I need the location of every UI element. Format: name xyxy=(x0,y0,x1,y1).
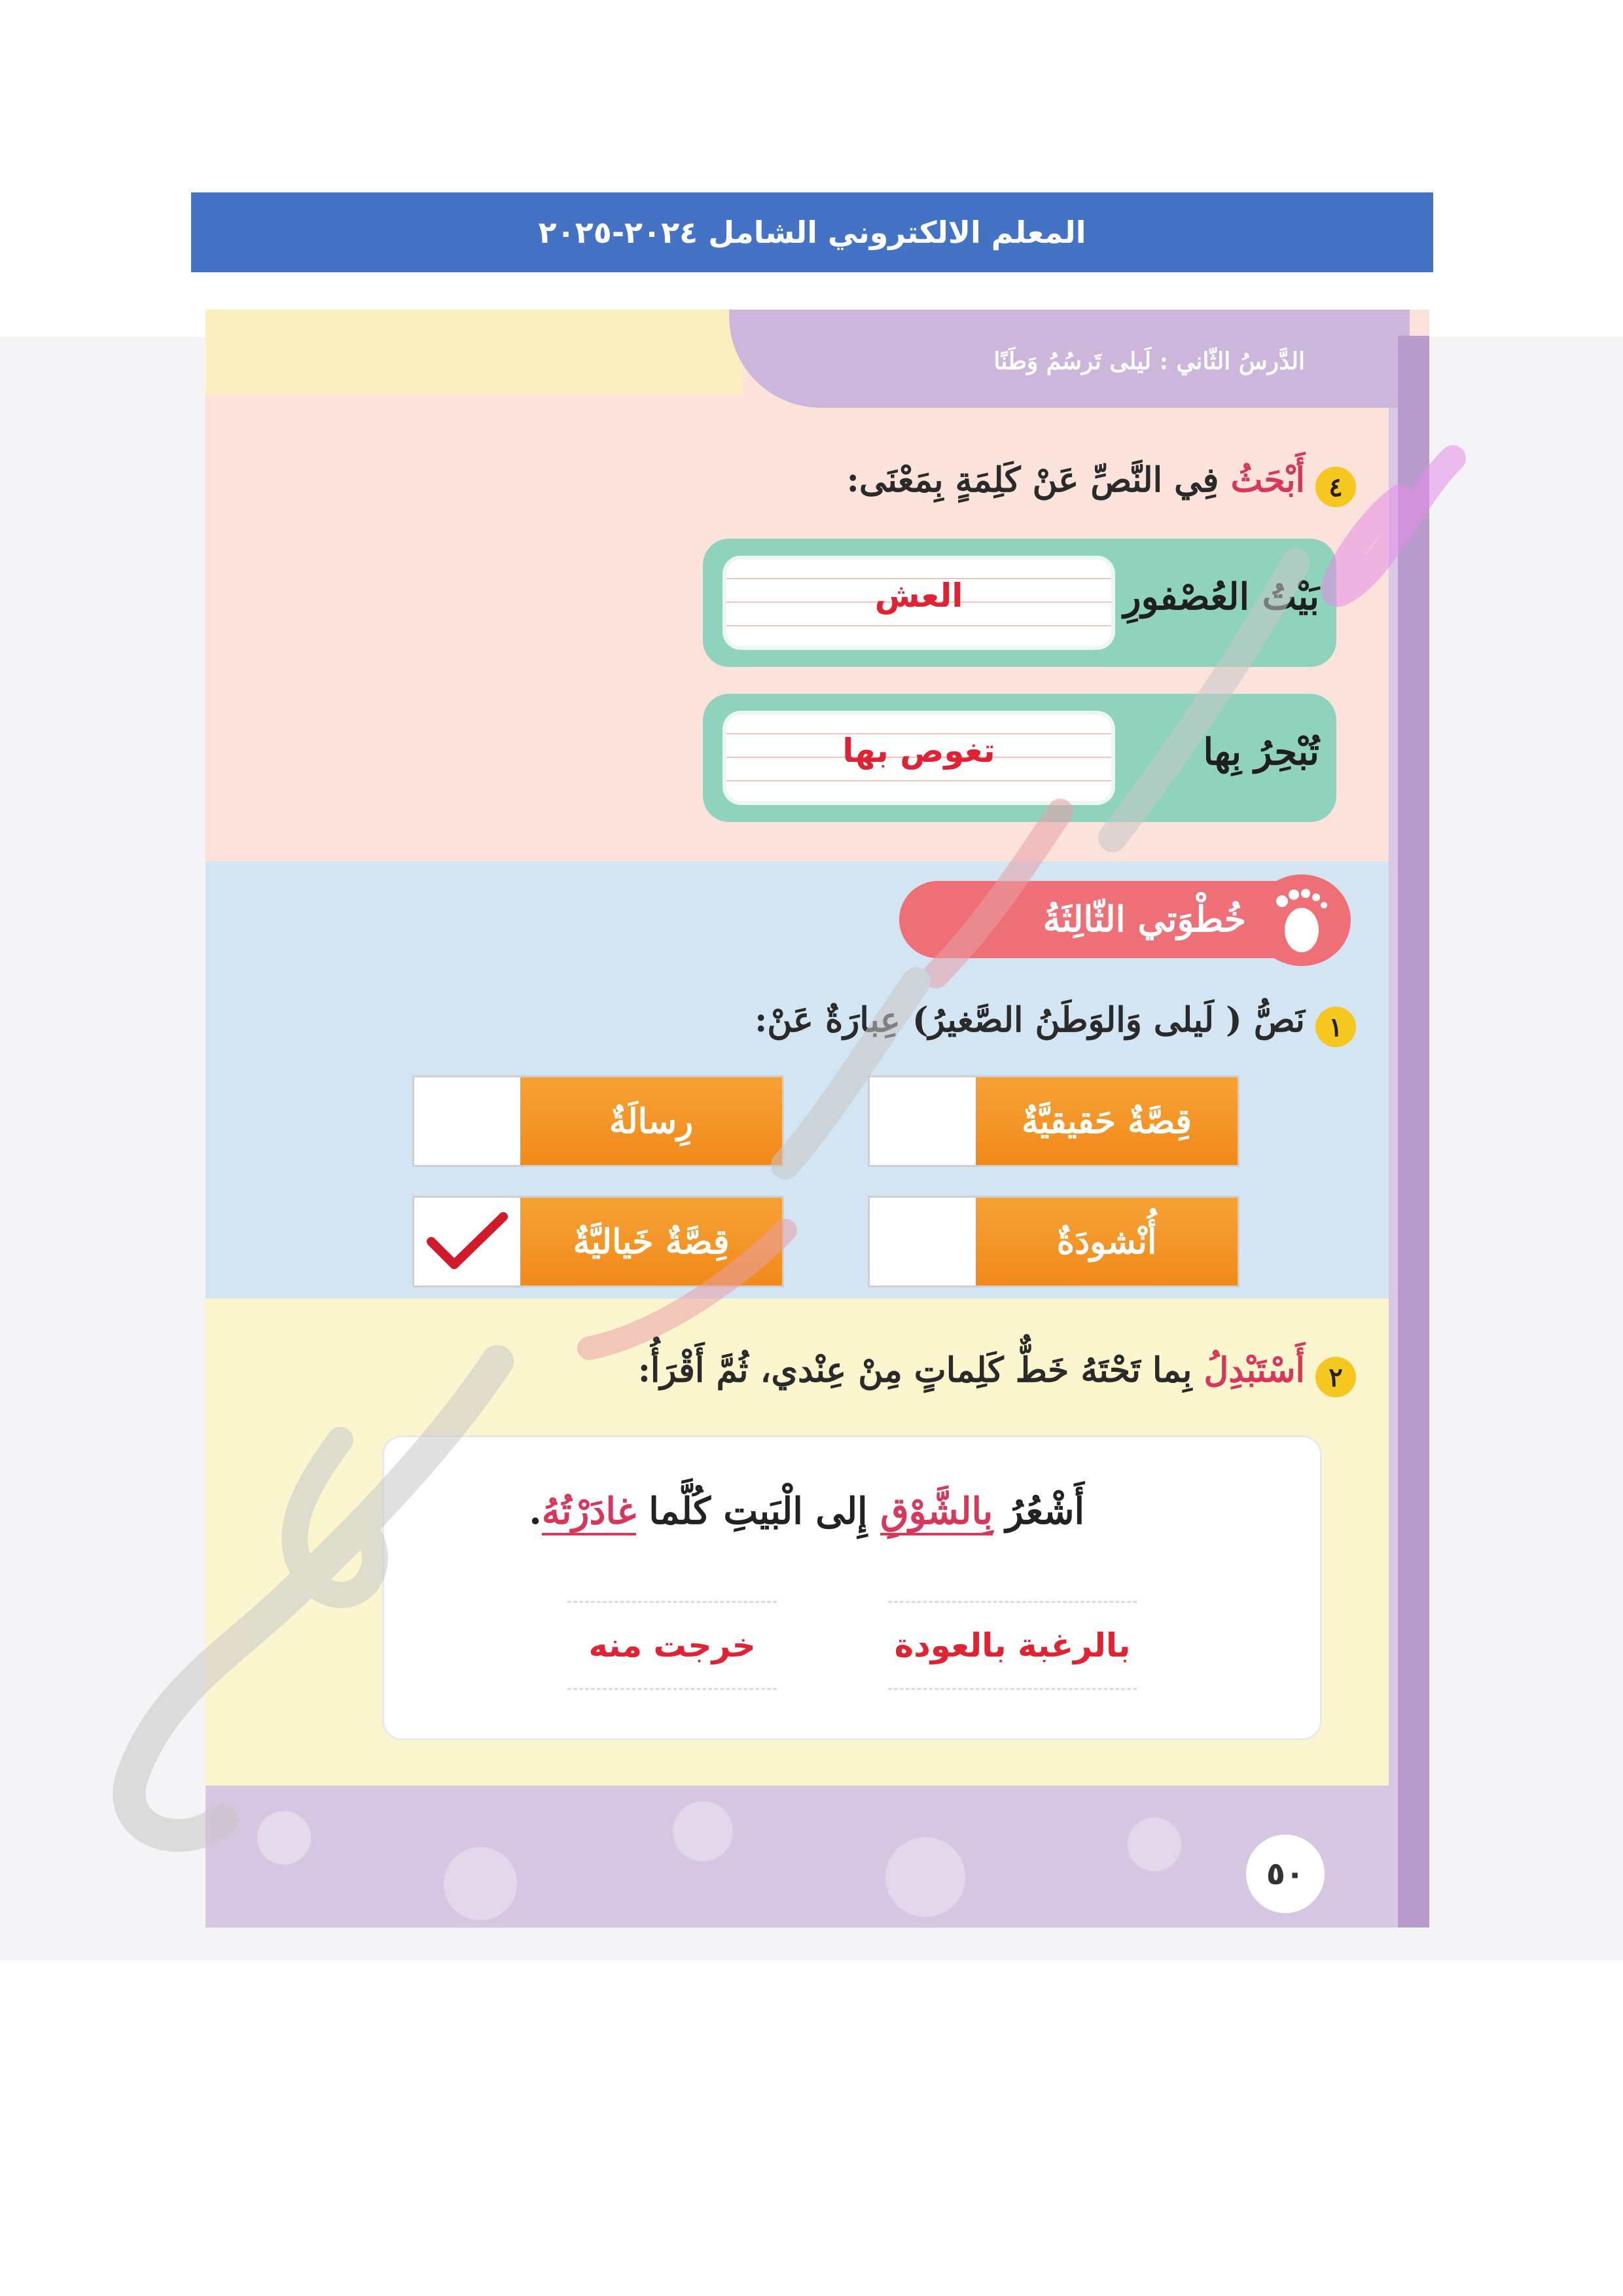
option-label: رِسالَةٌ xyxy=(520,1077,782,1165)
option-card[interactable] xyxy=(868,1196,1240,1287)
option-label: قِصَّةٌ حَقيقيَّةٌ xyxy=(976,1077,1238,1165)
textbook-page xyxy=(205,310,1429,1928)
option-checkbox[interactable] xyxy=(870,1198,976,1285)
sentence-text: أَشْعُرُ xyxy=(993,1490,1084,1533)
sentence-card xyxy=(382,1435,1322,1740)
answer-text: العش xyxy=(874,577,963,615)
page-number-text: ٥٠ xyxy=(1266,1856,1305,1892)
check-mark-icon xyxy=(425,1209,510,1274)
step-banner xyxy=(899,881,1344,958)
word-label: تُبْحِرُ بِها xyxy=(1203,730,1319,774)
instruction-text: بِما تَحْتَهُ خَطٌّ كَلِماتٍ مِنْ عِنْدي، ثُمَّ أَقْرَأُ: xyxy=(637,1350,1204,1390)
footprint-icon-svg xyxy=(1269,884,1334,956)
page-edge-strip xyxy=(1398,336,1429,1928)
question-number: ٢ xyxy=(1329,1361,1343,1393)
answer-box[interactable] xyxy=(722,711,1115,805)
answer-field[interactable] xyxy=(888,1601,1137,1690)
word-label: بَيْتُ العُصْفورِ xyxy=(1123,575,1319,619)
question-number-badge xyxy=(1315,1357,1356,1397)
lesson-title: الدَّرسُ الثّاني : لَيلى تَرسُمُ وَطَنًا xyxy=(993,348,1305,375)
question2-instruction xyxy=(638,1350,1305,1390)
exercise4-instruction xyxy=(847,460,1305,500)
underlined-word: غادَرْتُهُ xyxy=(542,1490,636,1535)
example-sentence xyxy=(529,1490,1084,1533)
answer-field[interactable] xyxy=(567,1601,777,1690)
option-checkbox[interactable] xyxy=(414,1077,520,1165)
footer-decoration xyxy=(205,1785,1389,1928)
option-checkbox[interactable] xyxy=(414,1198,520,1285)
page-number xyxy=(1246,1835,1325,1913)
instruction-verb: أَبْحَثُ xyxy=(1230,460,1305,500)
answer-text: تغوص بها xyxy=(842,732,995,770)
option-checkbox[interactable] xyxy=(870,1077,976,1165)
option-label: قِصَّةٌ خَياليَّةٌ xyxy=(520,1198,782,1285)
footprint-icon xyxy=(1253,874,1351,966)
instruction-verb: أَسْتَبْدِلُ xyxy=(1204,1350,1305,1390)
question1-instruction: نَصُّ ( لَيلى وَالوَطَنُ الصَّغيرُ) عِبارَةٌ عَنْ: xyxy=(755,1000,1305,1040)
header-decoration xyxy=(205,310,742,395)
answer-box[interactable] xyxy=(722,556,1115,650)
option-card[interactable] xyxy=(412,1075,784,1167)
answer-text: بالرغبة بالعودة xyxy=(894,1626,1131,1664)
word-meaning-row xyxy=(703,539,1336,667)
underlined-word: بِالشَّوْقِ xyxy=(880,1490,993,1535)
exercise-number: ٤ xyxy=(1329,471,1343,503)
question-number: ١ xyxy=(1329,1011,1343,1043)
answer-text: خرجت منه xyxy=(588,1626,756,1664)
exercise-number-badge xyxy=(1315,467,1356,507)
option-label: أُنْشودَةٌ xyxy=(976,1198,1238,1285)
sentence-end: . xyxy=(529,1490,542,1533)
site-banner xyxy=(191,192,1433,272)
option-card[interactable] xyxy=(868,1075,1240,1167)
page-edge-strip-inner xyxy=(1389,408,1398,1928)
banner-text: المعلم الالكتروني الشامل ٢٠٢٤-٢٠٢٥ xyxy=(538,215,1086,250)
instruction-text: فِي النَّصِّ عَنْ كَلِمَةٍ بِمَعْنَى: xyxy=(846,460,1231,500)
option-card[interactable] xyxy=(412,1196,784,1287)
word-meaning-row xyxy=(703,694,1336,822)
step-title: خُطْوَتي الثّالِثَةُ xyxy=(1043,898,1246,940)
sentence-text: إِلى الْبَيتِ كُلَّما xyxy=(635,1490,881,1533)
question-number-badge xyxy=(1315,1007,1356,1047)
